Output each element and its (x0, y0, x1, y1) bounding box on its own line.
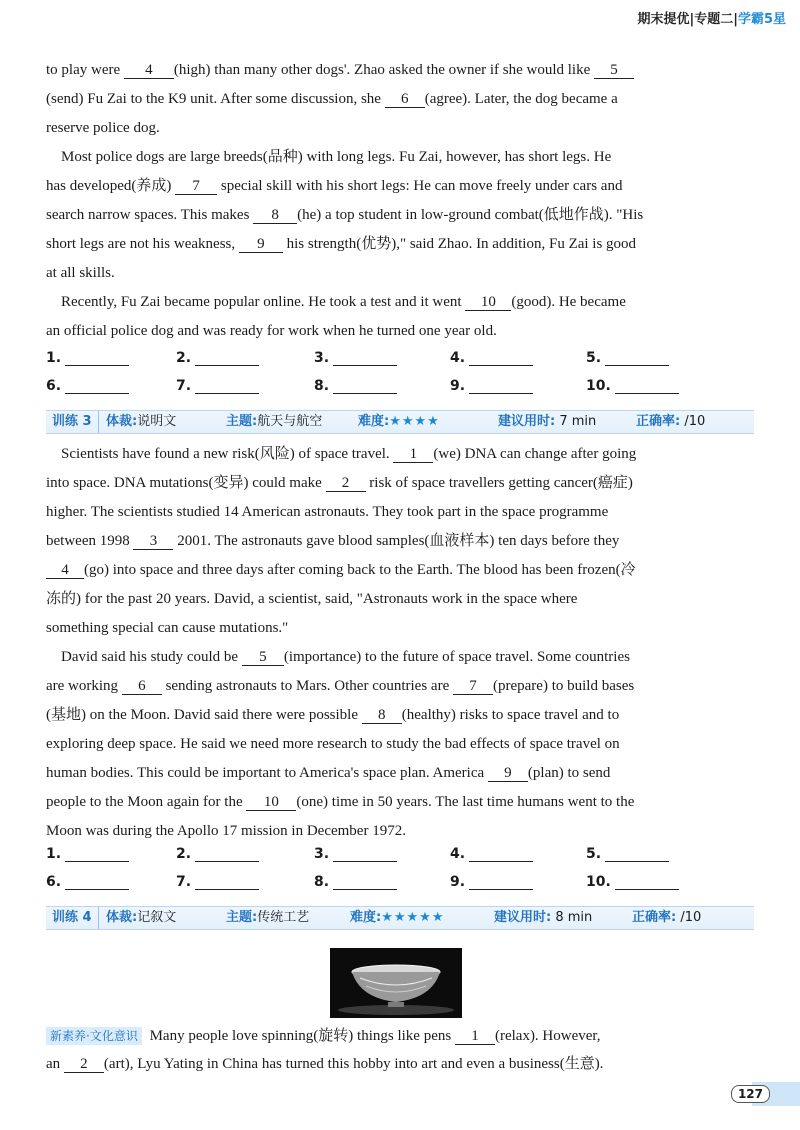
text-line (46, 1026, 601, 1046)
answer-blank[interactable]: 3 (133, 533, 173, 550)
text-line (46, 60, 634, 80)
answer-blank[interactable]: 4 (46, 562, 84, 579)
passage-text: sending astronauts to Mars. Other countries are (161, 678, 453, 694)
passage-text: his strength(优势)," said Zhao. In addition, Fu Zai is good (282, 236, 637, 252)
brand-logo: 学霸5星 (737, 12, 786, 27)
passage-text: Moon was during the Apollo 17 mission in December 1972. (46, 823, 406, 839)
passage-text: between 1998 (46, 533, 134, 549)
text-line (46, 176, 622, 196)
text-line (46, 292, 626, 312)
genre-value: 记叙文 (137, 910, 177, 925)
answer-blank[interactable]: 9 (488, 765, 528, 782)
answer-line[interactable] (605, 847, 669, 862)
answer-line[interactable] (195, 351, 259, 366)
answer-blank[interactable]: 6 (385, 91, 425, 108)
answer-slot (586, 874, 679, 890)
answer-slot (314, 846, 397, 862)
text-line (46, 589, 577, 609)
answer-line[interactable] (615, 379, 679, 394)
text-line (46, 763, 610, 783)
text-line (46, 676, 634, 696)
time-value: 8 min (555, 910, 593, 925)
header-text: 期末提优|专题二| (637, 12, 738, 27)
answer-line[interactable] (605, 351, 669, 366)
accuracy-key: 正确率: (636, 414, 681, 429)
passage-text: risk of space travellers getting cancer(癌症) (365, 475, 633, 491)
text-line (46, 618, 288, 638)
answer-blank[interactable]: 5 (594, 62, 634, 79)
passage-text: (importance) to the future of space travel. Some countries (283, 649, 630, 665)
passage-text: (go) into space and three days after coming back to the Earth. The blood has been frozen(冷 (84, 562, 636, 578)
passage-text: reserve police dog. (46, 120, 160, 136)
passage-text: to play were (46, 62, 124, 78)
time-value: 7 min (559, 414, 597, 429)
answer-number: 6. (46, 378, 62, 394)
answer-slot (450, 350, 533, 366)
answer-number: 8. (314, 378, 330, 394)
topic-key: 主题: (226, 910, 258, 925)
answer-slot (586, 378, 679, 394)
answer-slot (176, 874, 259, 890)
answer-blank[interactable]: 1 (393, 446, 433, 463)
answer-number: 10. (586, 874, 611, 890)
answer-blank[interactable]: 10 (465, 294, 511, 311)
text-line (46, 734, 620, 754)
answer-line[interactable] (615, 875, 679, 890)
answer-line[interactable] (333, 875, 397, 890)
answer-line[interactable] (333, 351, 397, 366)
passage-text: people to the Moon again for the (46, 794, 247, 810)
passage-text: an (46, 1056, 64, 1072)
answer-number: 9. (450, 874, 466, 890)
difficulty-key: 难度: (358, 414, 390, 429)
answer-number: 10. (586, 378, 611, 394)
passage-text: 2001. The astronauts gave blood samples(血液样本) ten days before they (173, 533, 620, 549)
answer-slot (586, 846, 669, 862)
answer-line[interactable] (65, 379, 129, 394)
answer-number: 2. (176, 350, 192, 366)
answer-line[interactable] (469, 847, 533, 862)
genre-value: 说明文 (137, 414, 177, 429)
answer-slot (46, 874, 129, 890)
task-3-bar (46, 410, 754, 434)
passage-text: (agree). Later, the dog became a (424, 91, 618, 107)
text-line (46, 647, 630, 667)
text-line (46, 147, 611, 167)
text-line (46, 560, 636, 580)
answer-blank[interactable]: 1 (455, 1028, 495, 1045)
passage-text: Recently, Fu Zai became popular online. He took a test and it went (46, 294, 466, 310)
passage-text: Scientists have found a new risk(风险) of space travel. (46, 446, 394, 462)
task-4-label: 训练 4 (46, 907, 99, 929)
topic-value: 航天与航空 (257, 414, 323, 429)
text-line (46, 473, 633, 493)
answer-line[interactable] (333, 379, 397, 394)
answer-slot (176, 350, 259, 366)
bowl-illustration (330, 948, 462, 1018)
passage-text: human bodies. This could be important to America's space plan. America (46, 765, 488, 781)
text-line (46, 1054, 603, 1074)
answer-blank[interactable]: 10 (246, 794, 296, 811)
passage-text: are working (46, 678, 122, 694)
passage-text: Most police dogs are large breeds(品种) with long legs. Fu Zai, however, has short legs. He (46, 149, 612, 165)
answer-number: 4. (450, 846, 466, 862)
answer-line[interactable] (195, 875, 259, 890)
text-line (46, 792, 634, 812)
passage-text: (he) a top student in low-ground combat(低地作战). "His (297, 207, 644, 223)
text-line (46, 531, 619, 551)
answer-line[interactable] (469, 351, 533, 366)
spinning-bowl-photo (330, 948, 462, 1018)
answer-slot (314, 350, 397, 366)
answer-blank[interactable]: 2 (64, 1056, 104, 1073)
topic-key: 主题: (226, 414, 258, 429)
answer-number: 1. (46, 350, 62, 366)
page-number: 127 (731, 1085, 770, 1103)
passage-text: higher. The scientists studied 14 American astronauts. They took part in the space programme (46, 504, 609, 520)
answer-slot (314, 874, 397, 890)
answer-slot (176, 378, 259, 394)
accuracy-value: /10 (680, 910, 702, 925)
text-line (46, 263, 115, 283)
genre-key: 体裁: (106, 414, 138, 429)
text-line (46, 444, 636, 464)
answer-number: 8. (314, 874, 330, 890)
answer-number: 7. (176, 874, 192, 890)
answer-line[interactable] (195, 847, 259, 862)
answer-blank[interactable]: 7 (453, 678, 493, 695)
answer-number: 1. (46, 846, 62, 862)
passage-text: special skill with his short legs: He can move freely under cars and (217, 178, 623, 194)
answer-number: 7. (176, 378, 192, 394)
text-line (46, 821, 406, 841)
answer-number: 3. (314, 846, 330, 862)
answer-blank[interactable]: 8 (253, 207, 297, 224)
text-line (46, 234, 636, 254)
accuracy-key: 正确率: (632, 910, 677, 925)
answer-blank[interactable]: 8 (362, 707, 402, 724)
passage-text: (we) DNA can change after going (433, 446, 637, 462)
passage-text: at all skills. (46, 265, 115, 281)
answer-slot (586, 350, 669, 366)
passage-text: has developed(养成) (46, 178, 176, 194)
answer-number: 6. (46, 874, 62, 890)
task-3-label: 训练 3 (46, 411, 99, 433)
answer-blank[interactable]: 9 (239, 236, 283, 253)
answer-slot (176, 846, 259, 862)
passage-text: (one) time in 50 years. The last time humans went to the (296, 794, 635, 810)
text-line (46, 89, 618, 109)
answer-number: 9. (450, 378, 466, 394)
genre-key: 体裁: (106, 910, 138, 925)
answer-blank[interactable]: 2 (326, 475, 366, 492)
answer-slot (46, 350, 129, 366)
passage-text: (plan) to send (527, 765, 611, 781)
answer-blank[interactable]: 4 (124, 62, 174, 79)
passage-text: short legs are not his weakness, (46, 236, 239, 252)
answer-line[interactable] (333, 847, 397, 862)
passage-text: an official police dog and was ready for work when he turned one year old. (46, 323, 497, 339)
passage-text: (prepare) to build bases (493, 678, 635, 694)
text-line (46, 321, 497, 341)
answer-number: 5. (586, 350, 602, 366)
answer-blank[interactable]: 7 (175, 178, 217, 195)
page-header (637, 8, 786, 27)
task-4-bar (46, 906, 754, 930)
answer-slot (314, 378, 397, 394)
answer-line[interactable] (469, 875, 533, 890)
answer-slot (450, 846, 533, 862)
answer-blank[interactable]: 6 (122, 678, 162, 695)
passage-text: (art), Lyu Yating in China has turned this hobby into art and even a business(生意). (103, 1056, 604, 1072)
passage-text: (healthy) risks to space travel and to (401, 707, 620, 723)
answer-slot (450, 874, 533, 890)
answer-number: 2. (176, 846, 192, 862)
answer-slot (450, 378, 533, 394)
answer-line[interactable] (65, 875, 129, 890)
difficulty-stars: ★★★★★ (381, 910, 445, 925)
text-line (46, 205, 643, 225)
answer-line[interactable] (65, 351, 129, 366)
answer-slot (46, 846, 129, 862)
accuracy-value: /10 (684, 414, 706, 429)
text-line (46, 118, 160, 138)
passage-text: (基地) on the Moon. David said there were possible (46, 707, 362, 723)
difficulty-stars: ★★★★ (389, 414, 440, 429)
passage-text: search narrow spaces. This makes (46, 207, 254, 223)
literacy-tag: 新素养·文化意识 (46, 1027, 142, 1045)
answer-line[interactable] (65, 847, 129, 862)
passage-text: 冻的) for the past 20 years. David, a scientist, said, "Astronauts work in the space where (46, 591, 578, 607)
passage-text: David said his study could be (46, 649, 242, 665)
answer-line[interactable] (469, 379, 533, 394)
answer-slot (46, 378, 129, 394)
passage-text: (relax). However, (494, 1028, 601, 1044)
text-line (46, 502, 608, 522)
answer-blank[interactable]: 5 (242, 649, 284, 666)
time-key: 建议用时: (498, 414, 556, 429)
difficulty-key: 难度: (350, 910, 382, 925)
passage-text: Many people love spinning(旋转) things like pens (145, 1028, 455, 1044)
passage-text: exploring deep space. He said we need more research to study the bad effects of space travel on (46, 736, 620, 752)
passage-text: (send) Fu Zai to the K9 unit. After some discussion, she (46, 91, 385, 107)
text-line (46, 705, 619, 725)
passage-text: into space. DNA mutations(变异) could make (46, 475, 326, 491)
answer-number: 3. (314, 350, 330, 366)
time-key: 建议用时: (494, 910, 552, 925)
answer-number: 5. (586, 846, 602, 862)
passage-text: something special can cause mutations." (46, 620, 289, 636)
answer-number: 4. (450, 350, 466, 366)
topic-value: 传统工艺 (257, 910, 310, 925)
answer-line[interactable] (195, 379, 259, 394)
passage-text: (good). He became (511, 294, 626, 310)
passage-text: (high) than many other dogs'. Zhao asked the owner if she would like (173, 62, 594, 78)
